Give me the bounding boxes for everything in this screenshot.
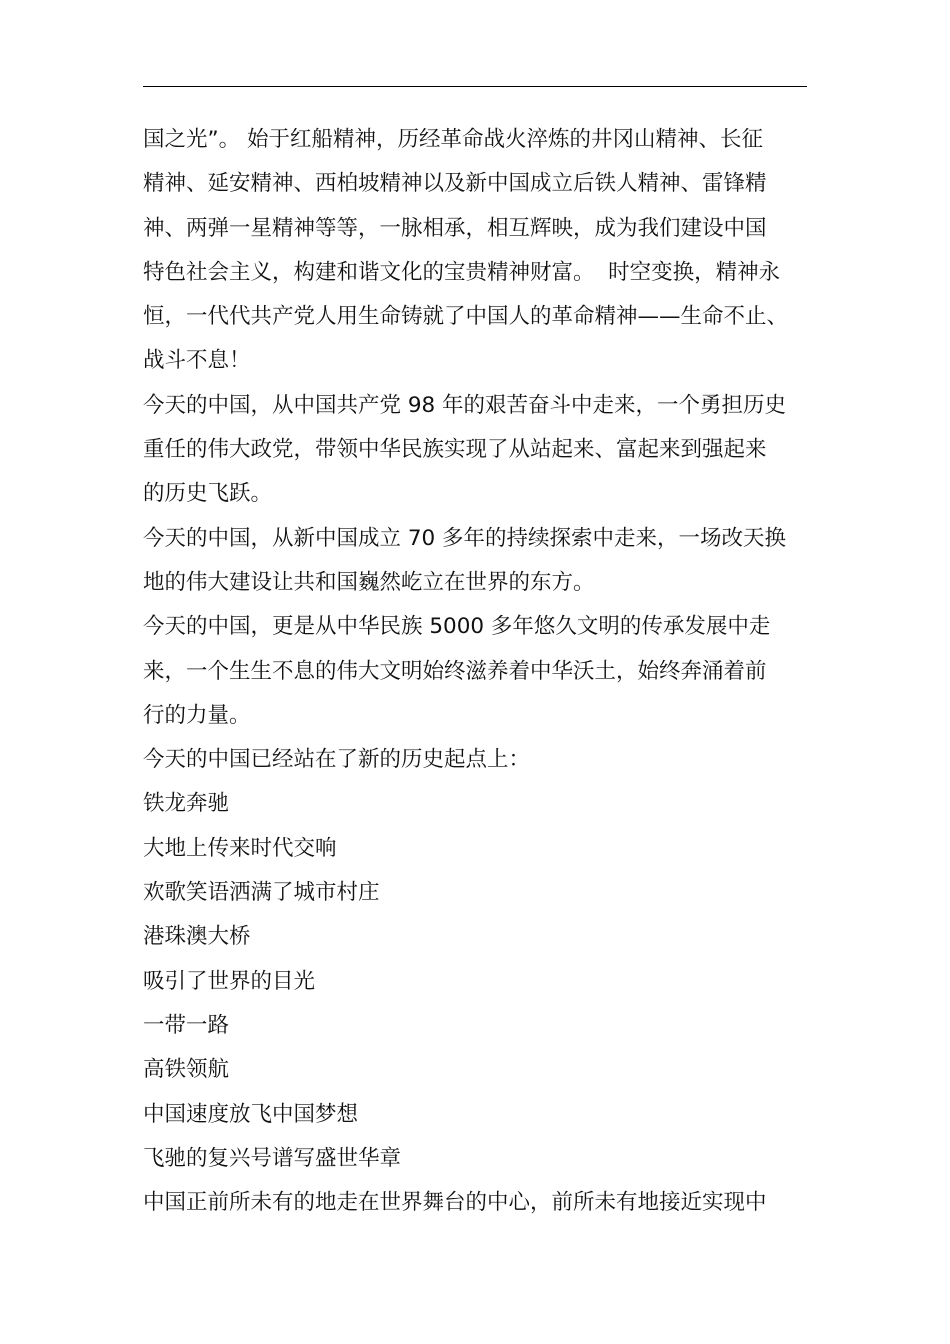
text-line: 重任的伟大政党，带领中华民族实现了从站起来、富起来到强起来 [143, 437, 767, 463]
text-line: 国之光”。 始于红船精神，历经革命战火淬炼的井冈山精神、长征 [143, 127, 763, 152]
text-line: 今天的中国，从新中国成立 70 多年的持续探索中走来，一场改天换 [143, 525, 787, 551]
text-line: 中国速度放飞中国梦想 [143, 1101, 359, 1127]
text-line: 今天的中国，更是从中华民族 5000 多年悠久文明的传承发展中走 [143, 614, 771, 640]
text-line: 吸引了世界的目光 [143, 968, 316, 994]
text-line: 今天的中国已经站在了新的历史起点上： [143, 747, 531, 773]
text-line: 的历史飞跃。 [143, 481, 273, 507]
text-line: 一带一路 [143, 1012, 230, 1038]
body-text [143, 118, 833, 1225]
text-line: 地的伟大建设让共和国巍然屹立在世界的东方。 [143, 569, 595, 595]
text-line: 今天的中国，从中国共产党 98 年的艰苦奋斗中走来，一个勇担历史 [143, 392, 787, 418]
text-line: 欢歌笑语洒满了城市村庄 [143, 880, 380, 906]
text-line: 特色社会主义，构建和谐文化的宝贵精神财富。 时空变换，精神永 [143, 259, 781, 285]
text-line: 中国正前所未有的地走在世界舞台的中心，前所未有地接近实现中 [143, 1190, 767, 1216]
text-line: 神、两弹一星精神等等，一脉相承，相互辉映，成为我们建设中国 [143, 215, 767, 241]
text-line: 港珠澳大桥 [143, 924, 251, 950]
text-line: 行的力量。 [143, 702, 251, 728]
text-line: 恒，一代代共产党人用生命铸就了中国人的革命精神——生命不止、 [143, 304, 789, 330]
header-rule [143, 86, 807, 87]
text-line: 铁龙奔驰 [143, 791, 230, 817]
text-line: 战斗不息！ [143, 348, 251, 374]
text-line: 来，一个生生不息的伟大文明始终滋养着中华沃土，始终奔涌着前 [143, 658, 767, 684]
text-line: 高铁领航 [143, 1057, 230, 1083]
text-line: 飞驰的复兴号谱写盛世华章 [143, 1145, 402, 1171]
text-line: 大地上传来时代交响 [143, 835, 337, 861]
text-line: 精神、延安精神、西柏坡精神以及新中国成立后铁人精神、雷锋精 [143, 171, 767, 197]
